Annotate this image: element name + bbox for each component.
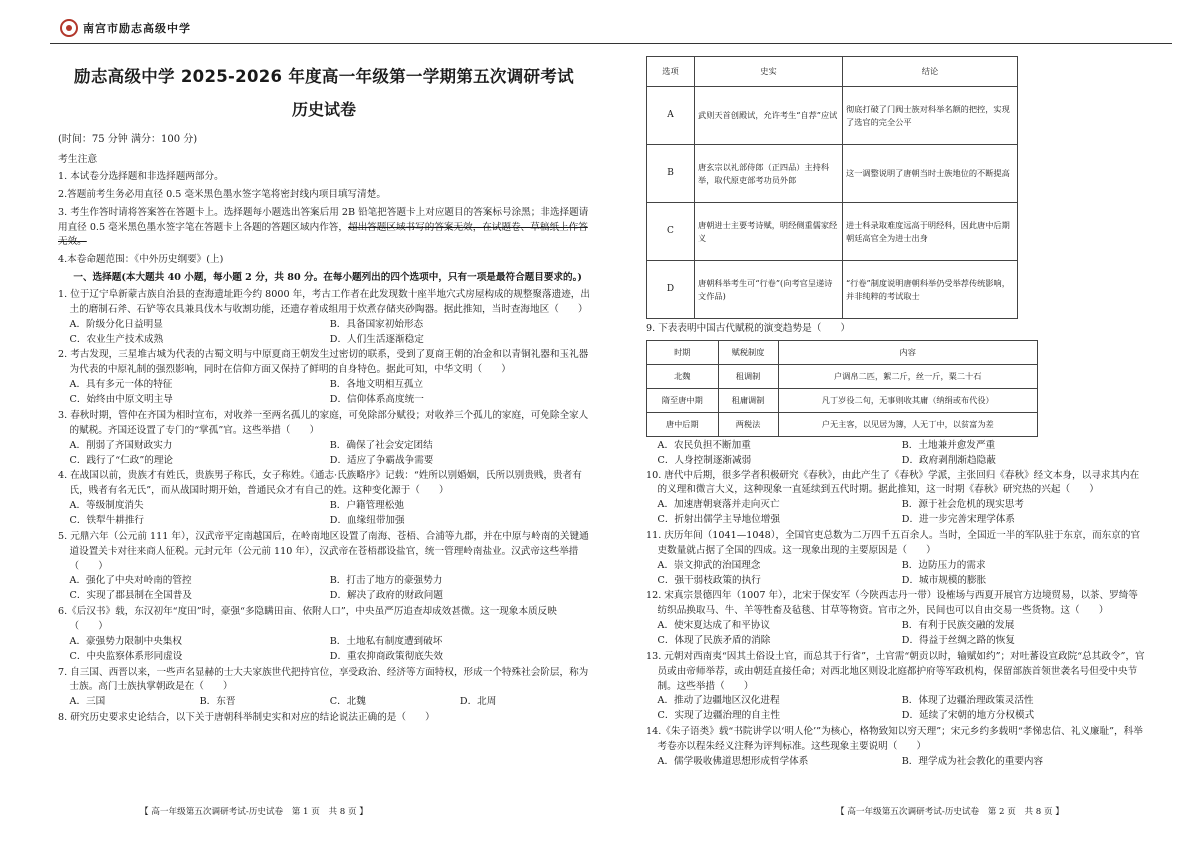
table-row — [647, 388, 1038, 412]
option[interactable]: B．打击了地方的豪强势力 — [329, 575, 443, 587]
option[interactable]: C．中央监察体系形同虚设 — [69, 650, 183, 662]
question-item — [646, 469, 1146, 528]
left-column — [58, 58, 590, 727]
question-stem: 14.《朱子语类》载“书院讲学以‘明人伦’”为核心，格物致知以穷天理”；宋元乡约多载明“孝悌忠信、礼义廉耻”，科举考卷亦以程朱经义注释为评判标准。这些现象主要说明（ ） — [646, 726, 1143, 753]
option[interactable]: B．土地私有制度遭到破坏 — [329, 635, 443, 647]
table-cell: 两税法 — [718, 412, 778, 436]
question-stem: 7. 自三国、西晋以来，一些声名显赫的士大夫家族世代把持官位，享受政治、经济等方面特权，形成一个特殊社会阶层，称为士族。高门士族执掌朝政是在（ ） — [58, 666, 589, 693]
question-options — [58, 574, 590, 604]
option[interactable]: C．铁犁牛耕推行 — [69, 514, 145, 526]
option[interactable]: A．具有多元一体的特征 — [69, 379, 173, 391]
question-item — [58, 605, 590, 664]
option[interactable]: C．北魏 — [329, 696, 366, 708]
table-cell: B — [647, 145, 695, 203]
page-header — [50, 10, 1172, 44]
question-item — [58, 469, 590, 528]
option[interactable]: D．重农抑商政策彻底失效 — [329, 650, 443, 662]
question-stem: 12. 宋真宗景德四年（1007 年），北宋于保安军（今陕西志丹一带）设榷场与西夏开展官方边境贸易，以茶、罗绮等纺织品换取马、牛、羊等牲畜及毡毯、甘草等物资。官市之外，民间也可以自由交易一些货物。这（ ） — [646, 590, 1138, 617]
question-stem: 9. 下表表明中国古代赋税的演变趋势是（ ） — [646, 323, 851, 334]
table-cell: 凡丁岁役二旬，无事则收其庸（纳绢或布代役） — [778, 388, 1038, 412]
table-cell: D — [647, 261, 695, 319]
question-item — [58, 348, 590, 407]
table-row — [647, 87, 1018, 145]
option[interactable]: D．延续了宋朝的地方分权模式 — [901, 710, 1035, 722]
option[interactable]: D．解决了政府的财政问题 — [329, 590, 443, 602]
option[interactable]: D．进一步完善宋理学体系 — [901, 514, 1015, 526]
option[interactable]: B．理学成为社会教化的重要内容 — [901, 755, 1044, 767]
question-stem: 10. 唐代中后期，很多学者积极研究《春秋》，由此产生了《春秋》学派，主张回归《春秋》经文本身，以寻求其内在的义理和微言大义，这种现象一直延续到五代时期。据此推知，这一时期《春秋》研究热的兴起（ ） — [646, 469, 1140, 496]
option[interactable]: D．得益于丝绸之路的恢复 — [901, 635, 1015, 647]
page-footer-right: 【 高一年级第五次调研考试-历史试卷 第 2 页 共 8 页 】 — [836, 807, 1064, 817]
option[interactable]: B．有利于民族交融的发展 — [901, 620, 1015, 632]
notice-list — [58, 170, 590, 268]
question-stem: 2. 考古发现，三星堆古城为代表的古蜀文明与中原夏商王朝发生过密切的联系，受到了夏商王朝的冶金和以青铜礼器和玉礼器为代表的中原礼制的强烈影响，同时在信仰方面又保持了鲜明的自身特色。据此可知，中华文明（ ） — [58, 349, 589, 376]
option[interactable]: C．强干弱枝政策的执行 — [657, 574, 761, 586]
question-options — [646, 619, 1146, 649]
table-cell: 这一调整说明了唐朝当时士族地位的不断提高 — [843, 145, 1018, 203]
table-header-cell: 选项 — [647, 57, 695, 87]
option[interactable]: B．土地兼并愈发严重 — [901, 439, 996, 451]
question-item — [646, 725, 1146, 770]
option[interactable]: B．各地文明相互孤立 — [329, 379, 424, 391]
q8-table — [646, 56, 1018, 319]
question-item — [646, 529, 1146, 588]
table-header-cell: 内容 — [778, 340, 1038, 364]
table-cell: 户无主客，以见居为簿，人无丁中，以贫富为差 — [778, 412, 1038, 436]
option[interactable]: C．实现了郡县制在全国普及 — [69, 590, 192, 602]
question-options — [58, 378, 590, 408]
exam-title: 励志高级中学 2025-2026 年度高一年级第一学期第五次调研考试 — [74, 67, 574, 86]
question-stem: 13. 元朝对西南夷“因其土俗设土官，而总其于行省”，土官需“朝贡以时，输赋如约”；对吐蕃设宣政院“总其政令”，官员或由帝师举荐，或由朝廷直接任命；对西北地区则设北庭都护府等军政机构，保留部族首领世袭名号但受中央节制。这些举措（ ） — [646, 650, 1145, 692]
option[interactable]: B．边防压力的需求 — [901, 559, 986, 571]
table-cell: 唐中后期 — [647, 412, 719, 436]
option[interactable]: D．信仰体系高度统一 — [329, 394, 424, 406]
option[interactable]: D．政府剥削渐趋隐蔽 — [901, 454, 996, 466]
exam-subtitle: 历史试卷 — [291, 99, 356, 119]
notice-item: 2.答题前考生务必用直径 0.5 毫米黑色墨水签字笔将密封线内项目填写清楚。 — [58, 188, 386, 200]
table-row — [647, 203, 1018, 261]
notice-heading: 考生注意 — [58, 153, 98, 165]
table-cell: A — [647, 87, 695, 145]
school-logo-icon — [60, 19, 78, 37]
table-cell: 北魏 — [647, 364, 719, 388]
right-column — [646, 56, 1146, 771]
option[interactable]: C．体现了民族矛盾的消除 — [657, 635, 771, 647]
option[interactable]: A．豪强势力限制中央集权 — [69, 635, 182, 647]
table-header-cell: 时期 — [647, 340, 719, 364]
option[interactable]: A．等级制度消失 — [69, 500, 144, 512]
option[interactable]: D．血缘纽带加强 — [329, 514, 405, 526]
option[interactable]: D．人们生活逐渐稳定 — [329, 333, 424, 345]
page-footer-left: 【 高一年级第五次调研考试-历史试卷 第 1 页 共 8 页 】 — [140, 807, 368, 817]
question-stem: 5. 元鼎六年（公元前 111 年），汉武帝平定南越国后，在岭南地区设置了南海、苍梧、合浦等九郡，并在中原与岭南的关键通道设置关卡对往来商人征税。元封元年（公元前 110 年），汉武帝在苍梧郡设盐官，统一管理岭南盐业。汉武帝这些举措（ ） — [58, 530, 589, 572]
question-options — [646, 755, 1146, 770]
table-cell: 租庸调制 — [718, 388, 778, 412]
option[interactable]: B．体现了边疆治理政策灵活性 — [901, 695, 1034, 707]
table-cell: 户调帛二匹，絮二斤，丝一斤，粟二十石 — [778, 364, 1038, 388]
table-header-cell: 史实 — [695, 57, 843, 87]
table-header-cell: 结论 — [843, 57, 1018, 87]
question-options — [58, 635, 590, 665]
option[interactable]: A．削弱了齐国财政实力 — [69, 439, 173, 451]
notice-item — [58, 206, 590, 251]
option[interactable]: B．确保了社会安定团结 — [329, 439, 433, 451]
option[interactable]: C．折射出儒学主导地位增强 — [657, 514, 780, 526]
section-heading: 一、选择题(本大题共 40 小题，每小题 2 分，共 80 分。在每小题列出的四个选项中，只有一项是最符合题目要求的。) — [73, 272, 582, 284]
table-cell: 唐朝科举考生可“行卷”(向考官呈递诗文作品) — [695, 261, 843, 319]
option[interactable]: C．始终由中原文明主导 — [69, 394, 173, 406]
option[interactable]: C．人身控制逐渐减弱 — [657, 454, 752, 466]
notice-item-struck: 超出答题区域书写的答案无效，在试题卷、草稿纸上作答无效。 — [58, 221, 588, 248]
table-cell: 进士科录取难度远高于明经科，因此唐中后期朝廷高官全为进士出身 — [843, 203, 1018, 261]
option[interactable]: C．践行了“仁政”的理论 — [69, 454, 174, 466]
option[interactable]: D．城市规模的膨胀 — [901, 574, 987, 586]
option[interactable]: A．农民负担不断加重 — [657, 439, 751, 451]
notice-item-text: 3. 考生作答时请将答案答在答题卡上。选择题每小题选出答案后用 2B 铅笔把答题卡上对应题目的答案标号涂黑；非选择题请用直径 0.5 毫米黑色墨水签字笔在答题卡上各题的答题区域内作答， — [58, 206, 589, 233]
option[interactable]: A．儒学吸收佛道思想形成哲学体系 — [657, 755, 809, 767]
question-options — [646, 694, 1146, 724]
question-options — [58, 439, 590, 469]
question-item — [58, 711, 590, 726]
school-logo-text: 南宫市励志高级中学 — [83, 22, 191, 35]
question-stem: 1. 位于辽宁阜新蒙古族自治县的查海遗址距今约 8000 年，考古工作者在此发现数十座半地穴式房屋构成的规整聚落遗迹，出土的磨制石斧、石铲等农具兼具伐木与收割功能，还遗存着成组用于炊煮存储夹砂陶器。据此推知，当时查海地区（ ） — [58, 289, 590, 315]
option[interactable]: C．农业生产技术成熟 — [69, 333, 164, 345]
option[interactable]: B．户籍管理松弛 — [329, 500, 404, 512]
table-row — [647, 145, 1018, 203]
notice-item: 4.本卷命题范围：《中外历史纲要》(上) — [58, 254, 224, 266]
question-options — [646, 559, 1146, 589]
question-item — [646, 322, 1146, 337]
q9-table — [646, 340, 1038, 437]
exam-meta: (时间：75 分钟 满分：100 分) — [58, 134, 198, 146]
table-header-row — [647, 340, 1038, 364]
question-stem: 4. 在战国以前，贵族才有姓氏，贵族男子称氏，女子称姓。《通志·氏族略序》记载：“姓所以别婚姻，氏所以别贵贱，贵者有氏，贱者有名无氏”，而从战国时期开始，普通民众才有自己的姓。这种变化源于（ ） — [58, 470, 582, 497]
option[interactable]: A．加速唐朝衰落并走向灭亡 — [657, 499, 780, 511]
option[interactable]: D．北周 — [459, 696, 497, 708]
option[interactable]: B．具备国家初始形态 — [329, 318, 424, 330]
table-header-cell: 赋税制度 — [718, 340, 778, 364]
question-options — [646, 498, 1146, 528]
option[interactable]: A．崇文抑武的治国理念 — [657, 559, 761, 571]
question-item — [58, 409, 590, 468]
question-stem: 8. 研究历史要求史论结合，以下关于唐朝科举制史实和对应的结论说法正确的是（ ） — [58, 712, 435, 724]
table-row — [647, 261, 1018, 319]
question-item — [646, 589, 1146, 648]
option[interactable]: A．强化了中央对岭南的管控 — [69, 575, 192, 587]
table-cell: 隋至唐中期 — [647, 388, 719, 412]
question-item — [58, 530, 590, 604]
table-cell: 唐朝进士主要考诗赋，明经侧重儒家经义 — [695, 203, 843, 261]
question-item — [646, 650, 1146, 724]
notice-item: 1. 本试卷分选择题和非选择题两部分。 — [58, 171, 224, 183]
question-options — [646, 439, 1146, 469]
option[interactable]: B．源于社会危机的现实思考 — [901, 499, 1024, 511]
table-row — [647, 364, 1038, 388]
option[interactable]: C．实现了边疆治理的自主性 — [657, 710, 780, 722]
table-row — [647, 412, 1038, 436]
question-options — [58, 695, 590, 710]
question-item — [58, 288, 590, 347]
question-stem: 11. 庆历年间（1041—1048），全国官吏总数为二万四千五百余人。当时，全国近一半的军队驻于东京，而东京的官吏数量就占据了全国的四成。这一现象出现的主要原因是（ ） — [646, 530, 1141, 556]
question-options — [58, 318, 590, 348]
question-stem: 6.《后汉书》载，东汉初年“度田”时，豪强“多隐瞒田亩、依附人口”，中央虽严厉追查却成效甚微。这一现象本质反映（ ） — [58, 606, 557, 632]
table-cell: C — [647, 203, 695, 261]
option[interactable]: D．适应了争霸战争需要 — [329, 454, 434, 466]
option[interactable]: B．东晋 — [199, 696, 236, 708]
question-options — [58, 499, 590, 529]
table-cell: 武则天首创殿试，允许考生“自荐”应试 — [695, 87, 843, 145]
question-stem: 3. 春秋时期，管仲在齐国为相时宣布，对收养一至两名孤儿的家庭，可免除部分赋役；对收养三个孤儿的家庭，可免除全家人的赋税。齐国还设置了专门的“掌孤”官。这些举措（ ） — [58, 409, 589, 436]
table-cell: 租调制 — [718, 364, 778, 388]
option[interactable]: A．阶级分化日益明显 — [69, 318, 163, 330]
option[interactable]: A．三国 — [69, 696, 106, 708]
table-cell: “行卷”制度说明唐朝科举仍受举荐传统影响，并非纯粹的考试取士 — [843, 261, 1018, 319]
table-cell: 唐玄宗以礼部侍郎（正四品）主持科举，取代原吏部考功员外郎 — [695, 145, 843, 203]
option[interactable]: A．使宋夏达成了和平协议 — [657, 620, 770, 632]
option[interactable]: A．推动了边疆地区汉化进程 — [657, 695, 780, 707]
table-header-row — [647, 57, 1018, 87]
question-item — [58, 666, 590, 711]
table-cell: 彻底打破了门阀士族对科举名额的把控，实现了选官的完全公平 — [843, 87, 1018, 145]
